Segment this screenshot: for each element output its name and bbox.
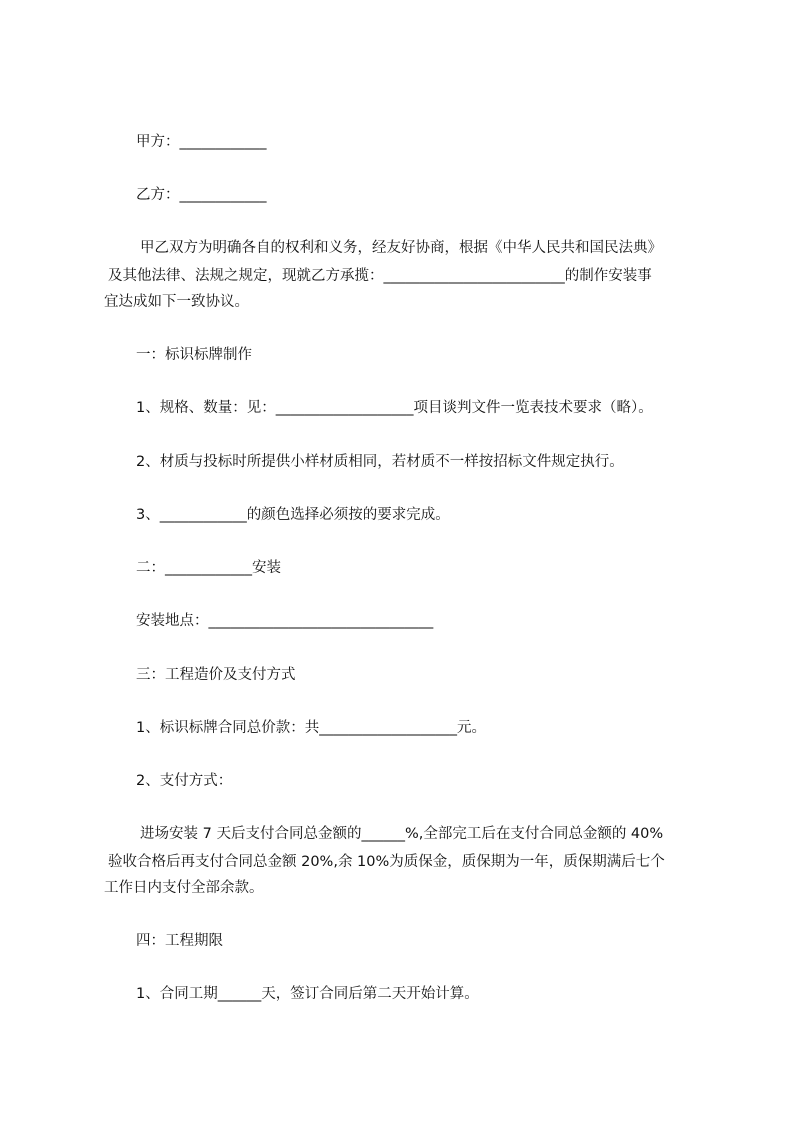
section-4-item-1: 1、合同工期______天，签订合同后第二天开始计算。 [136, 986, 479, 1002]
section-1-item-2: 2、材质与投标时所提供小样材质相同，若材质不一样按招标文件规定执行。 [136, 454, 624, 470]
party-a-line: 甲方：____________ [136, 134, 267, 150]
payment-line-3: 工作日内支付全部余款。 [104, 880, 264, 896]
section-2-title: 二：____________安装 [136, 560, 281, 576]
preamble-line-1: 甲乙双方为明确各自的权利和义务，经友好协商，根据《中华人民共和国民法典》 [140, 240, 662, 256]
section-3-item-2: 2、支付方式： [136, 773, 233, 789]
payment-line-2: 验收合格后再支付合同总金额 20%,余 10%为质保金，质保期为一年，质保期满后七个 [108, 854, 665, 870]
section-1-title: 一：标识标牌制作 [136, 347, 252, 363]
section-3-title: 三：工程造价及支付方式 [136, 667, 296, 683]
party-b-line: 乙方：____________ [136, 187, 267, 203]
preamble-line-3: 宜达成如下一致协议。 [104, 294, 249, 310]
preamble-line-2: 及其他法律、法规之规定，现就乙方承揽：_________________________的制作安装事 [108, 268, 652, 284]
section-1-item-1: 1、规格、数量：见：___________________项目谈判文件一览表技术要求（略）。 [136, 400, 653, 416]
installation-location: 安装地点：_______________________________ [136, 613, 434, 629]
payment-line-1: 进场安装 7 天后支付合同总金额的______%,全部完工后在支付合同总金额的 40% [140, 826, 664, 842]
section-4-title: 四：工程期限 [136, 933, 223, 949]
section-1-item-3: 3、____________的颜色选择必须按的要求完成。 [136, 507, 450, 523]
section-3-item-1: 1、标识标牌合同总价款：共___________________元。 [136, 720, 486, 736]
